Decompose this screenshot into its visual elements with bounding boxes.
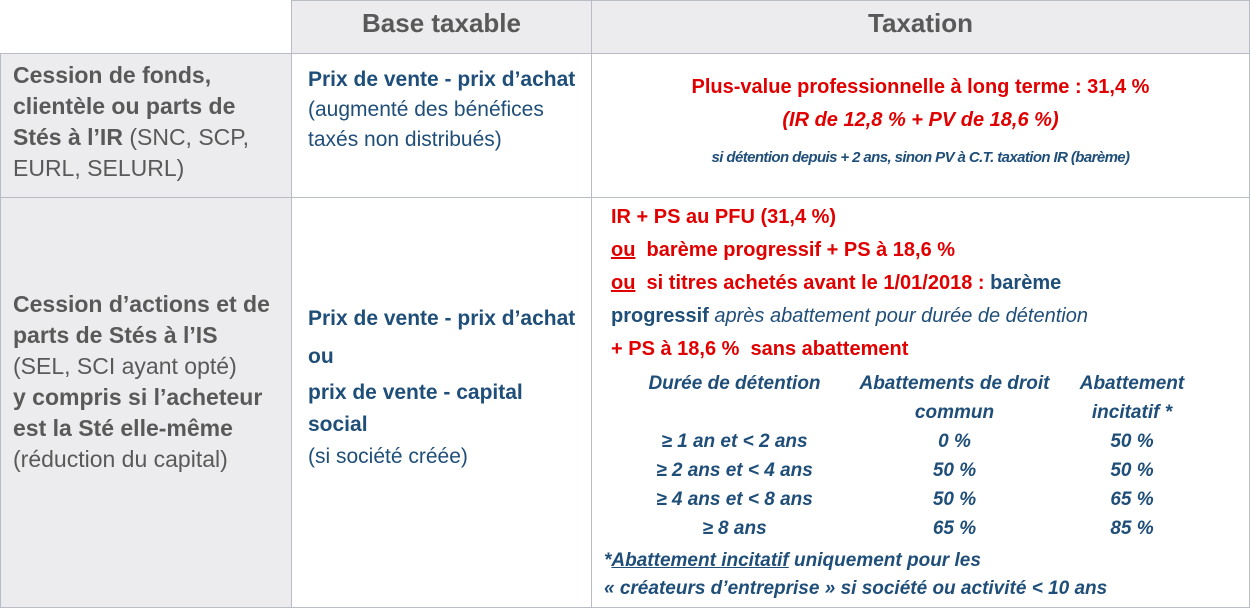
row2-label-normal2: (réduction du capital) — [13, 446, 228, 472]
table-row — [612, 514, 1212, 543]
abattement-duree: ≥ 1 an et < 2 ans — [661, 431, 808, 452]
row2-tax-line3-red: si titres achetés avant le 1/01/2018 : — [635, 272, 985, 294]
abattement-droit-commun: 65 % — [932, 518, 977, 539]
table-row — [612, 456, 1212, 485]
abattement-header-row — [612, 369, 1212, 427]
abattement-duree: ≥ 8 ans — [702, 518, 767, 539]
table-row — [612, 485, 1212, 514]
row1-tax-cell — [591, 53, 1250, 197]
abattement-duree: ≥ 2 ans et < 4 ans — [656, 460, 813, 481]
header-base-taxable — [291, 0, 591, 53]
row2-tax-ou-1: ou — [611, 239, 636, 261]
abattement-header-incitatif: Abattement incitatif * — [1079, 373, 1185, 423]
abattement-table — [612, 369, 1242, 543]
footnote-line2: « créateurs d’entreprise » si société ou activité < 10 ans — [604, 578, 1108, 599]
abattement-droit-commun: 50 % — [932, 489, 977, 510]
footnote-rest: uniquement pour les — [788, 550, 981, 571]
row2-tax-ou-2: ou — [611, 272, 636, 294]
table-row — [612, 427, 1212, 456]
row2-base-line1: Prix de vente - prix d’achat — [308, 307, 576, 330]
row2-tax-line4-blue: progressif — [611, 305, 709, 327]
row1-base — [308, 65, 585, 155]
abattement-incitatif: 50 % — [1110, 460, 1154, 481]
header-empty-cell — [0, 0, 291, 53]
row1-tax-line2: (IR de 12,8 % + PV de 18,6 %) — [782, 109, 1059, 131]
abattement-incitatif: 65 % — [1110, 489, 1154, 510]
footnote-underlined: Abattement incitatif — [611, 550, 789, 571]
row1-tax-line1: Plus-value professionnelle à long terme : 31,4 % — [691, 76, 1150, 98]
row2-tax-line2 — [611, 234, 955, 267]
row2-label-cell — [0, 197, 291, 608]
row2-base — [308, 303, 585, 473]
row1-label-bold: Cession de fonds, clientèle ou parts de Stés à l’IR — [13, 62, 236, 150]
row2-tax-line4-italic: après abattement pour durée de détention — [708, 305, 1088, 327]
row2-base-line2: prix de vente - capital social — [308, 381, 523, 436]
abattement-droit-commun: 50 % — [932, 460, 977, 481]
header-taxation-label: Taxation — [868, 8, 973, 38]
row1-base-normal: (augmenté des bénéfices taxés non distribués) — [308, 98, 544, 151]
row2-tax-line5: + PS à 18,6 % sans abattement — [611, 338, 909, 360]
abattement-duree: ≥ 4 ans et < 8 ans — [656, 489, 813, 510]
row2-tax-line4 — [611, 300, 1088, 333]
abattement-droit-commun: 0 % — [938, 431, 971, 452]
row1-base-bold: Prix de vente - prix d’achat — [308, 68, 576, 91]
abattement-incitatif: 85 % — [1110, 518, 1154, 539]
row1-label — [13, 60, 285, 184]
abattement-header-droit-commun: Abattements de droit commun — [859, 373, 1050, 423]
row1-label-normal: (SNC, SCP, EURL, SELURL) — [13, 124, 250, 181]
abattement-header-duree: Durée de détention — [648, 373, 821, 394]
row2-base-note: (si société créée) — [308, 445, 468, 468]
row1-tax-line3: si détention depuis + 2 ans, sinon PV à C.T. taxation IR (barème) — [711, 149, 1130, 166]
row2-tax-line3-blue: barème — [984, 272, 1062, 294]
row1-base-cell — [291, 53, 591, 197]
row2-label-normal1: (SEL, SCI ayant opté) — [13, 353, 237, 379]
row2-label — [13, 289, 285, 475]
abattement-incitatif: 50 % — [1110, 431, 1154, 452]
row1-label-cell — [0, 53, 291, 197]
row2-tax-line3 — [611, 267, 1061, 300]
row2-base-ou: ou — [308, 345, 334, 368]
header-taxation — [591, 0, 1250, 53]
abattement-footnote — [604, 547, 1107, 603]
footnote-star: * — [604, 550, 612, 571]
row2-label-bold2: y compris si l’acheteur est la Sté elle-même — [13, 384, 263, 441]
row2-base-cell — [291, 197, 591, 608]
row2-tax-line2-text: barème progressif + PS à 18,6 % — [635, 239, 956, 261]
header-base-taxable-label: Base taxable — [362, 8, 521, 38]
row2-label-bold1: Cession d’actions et de parts de Stés à l’IS — [13, 291, 270, 348]
row2-tax-line1: IR + PS au PFU (31,4 %) — [611, 206, 837, 228]
